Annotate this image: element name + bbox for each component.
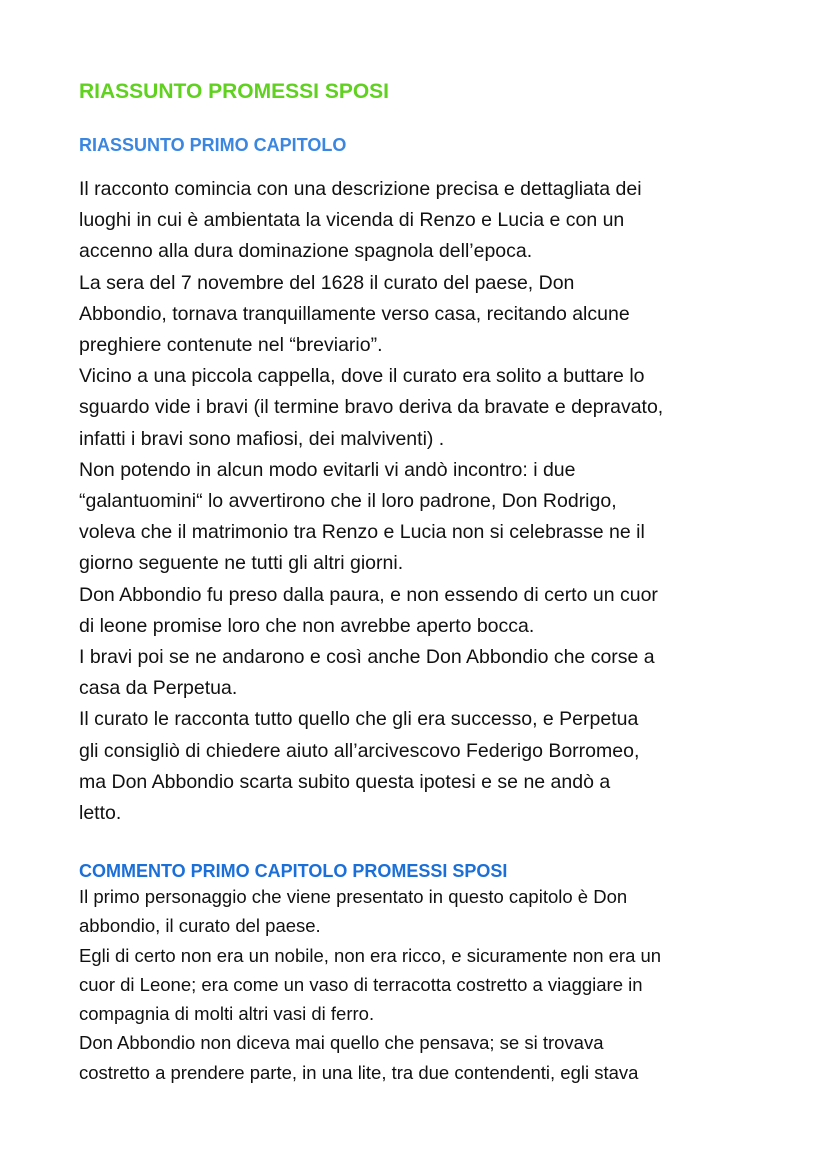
summary-line: ma Don Abbondio scarta subito questa ipotesi e se ne andò a [79, 770, 611, 793]
summary-line: La sera del 7 novembre del 1628 il curato del paese, Don [79, 271, 575, 294]
summary-line: accenno alla dura dominazione spagnola dell’epoca. [79, 240, 533, 263]
summary-line: giorno seguente ne tutti gli altri giorni. [79, 552, 404, 575]
commentary-line: abbondio, il curato del paese. [79, 915, 321, 937]
commentary-line: Egli di certo non era un nobile, non era ricco, e sicuramente non era un [79, 944, 662, 966]
summary-line: luoghi in cui è ambientata la vicenda di Renzo e Lucia e con un [79, 209, 625, 232]
summary-line: Vicino a una piccola cappella, dove il curato era solito a buttare lo [79, 365, 645, 388]
commentary-line: Il primo personaggio che viene presentato in questo capitolo è Don [79, 886, 628, 907]
summary-line: I bravi poi se ne andarono e così anche Don Abbondio che corse a [79, 646, 655, 669]
commentary-line: Don Abbondio non diceva mai quello che pensava; se si trovava [79, 1032, 604, 1054]
summary-line: “galantuomini“ lo avvertirono che il loro padrone, Don Rodrigo, [79, 490, 617, 513]
commentary-heading: COMMENTO PRIMO CAPITOLO PROMESSI SPOSI [79, 861, 508, 881]
summary-line: voleva che il matrimonio tra Renzo e Lucia non si celebrasse ne il [79, 521, 645, 544]
summary-line: Abbondio, tornava tranquillamente verso casa, recitando alcune [79, 302, 630, 325]
commentary-line: costretto a prendere parte, in una lite, tra due contendenti, egli stava [79, 1061, 639, 1083]
summary-line: letto. [79, 802, 122, 825]
summary-line: Il curato le racconta tutto quello che gli era successo, e Perpetua [79, 708, 639, 731]
commentary-line: compagnia di molti altri vasi di ferro. [79, 1003, 375, 1025]
commentary-paragraph [79, 882, 769, 1087]
summary-line: gli consigliò di chiedere aiuto all’arcivescovo Federigo Borromeo, [79, 739, 640, 762]
commentary-line: cuor di Leone; era come un vaso di terracotta costretto a viaggiare in [79, 973, 643, 995]
summary-line: Il racconto comincia con una descrizione precisa e dettagliata dei [79, 178, 642, 200]
document-title: RIASSUNTO PROMESSI SPOSI [79, 80, 390, 103]
summary-heading: RIASSUNTO PRIMO CAPITOLO [79, 135, 347, 155]
summary-line: infatti i bravi sono mafiosi, dei malviventi) . [79, 427, 445, 450]
summary-line: preghiere contenute nel “breviario”. [79, 334, 383, 357]
summary-line: Don Abbondio fu preso dalla paura, e non essendo di certo un cuor [79, 583, 658, 606]
summary-line: di leone promise loro che non avrebbe aperto bocca. [79, 614, 535, 637]
summary-line: sguardo vide i bravi (il termine bravo deriva da bravate e depravato, [79, 396, 664, 419]
summary-line: Non potendo in alcun modo evitarli vi andò incontro: i due [79, 458, 576, 481]
summary-line: casa da Perpetua. [79, 677, 238, 700]
summary-paragraph [79, 174, 769, 829]
